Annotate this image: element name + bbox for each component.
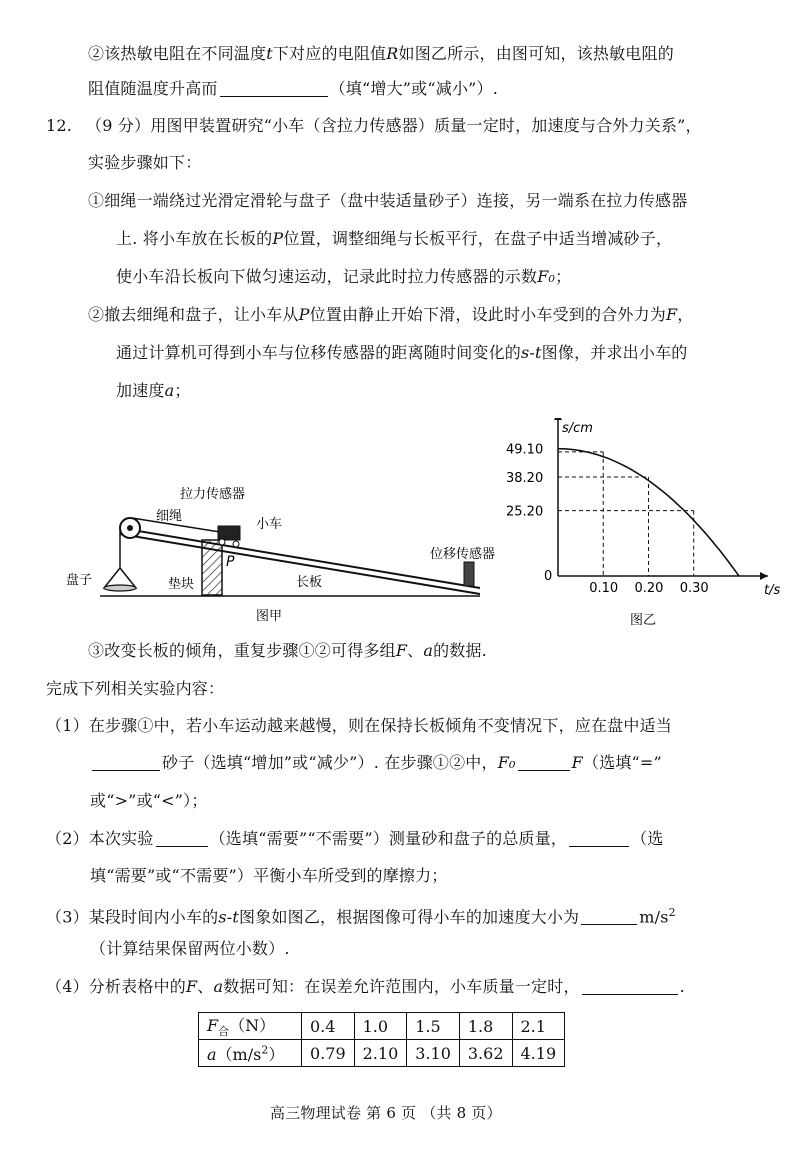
unit-exp: 2	[668, 906, 676, 919]
figure-apparatus	[60, 470, 500, 630]
text: 加速度	[116, 381, 165, 400]
cell: 0.4	[302, 1013, 355, 1040]
text: 通过计算机可得到小车与位移传感器的距离随时间变化的	[116, 343, 522, 362]
part3-a	[46, 902, 676, 928]
cell: 1.0	[354, 1013, 407, 1040]
caption-fig-a: 图甲	[256, 609, 283, 624]
var-t: t	[266, 44, 273, 63]
answer-blank[interactable]	[569, 830, 629, 847]
text: ；	[555, 267, 572, 286]
text: 图象如图乙，根据图像可得小车的加速度大小为	[239, 907, 580, 927]
row-header	[199, 1013, 302, 1040]
x-tick-label: 0.10	[589, 581, 619, 596]
step2-c	[116, 380, 191, 402]
var-a: a	[423, 641, 434, 660]
text: （填“增大”或“减小”）.	[329, 79, 499, 98]
text: ；	[174, 381, 191, 400]
answer-blank[interactable]	[220, 80, 328, 97]
answer-blank[interactable]	[518, 754, 570, 771]
label-board: 长板	[296, 575, 323, 590]
text: （选填“需要”“不需要”）测量砂和盘子的总质量，	[209, 829, 568, 848]
text: 、	[407, 641, 424, 660]
text: 使小车沿长板向下做匀速运动，记录此时拉力传感器的示数	[116, 267, 538, 286]
unit-exp: 2	[261, 1043, 269, 1057]
answer-blank[interactable]	[581, 908, 637, 925]
var-a: a	[164, 381, 175, 400]
text: ②撤去细绳和盘子，让小车从	[88, 305, 299, 324]
text: 、	[197, 977, 214, 996]
unit: m/s	[639, 907, 669, 927]
text: 下对应的电阻值	[272, 44, 387, 63]
var-F: F	[207, 1016, 219, 1035]
text: 阻值随温度升高而	[88, 79, 218, 98]
steps-title: 实验步骤如下：	[88, 153, 202, 172]
origin-label: 0	[544, 569, 553, 584]
part1-c: 或“>”或“<”）；	[90, 791, 208, 810]
cell: 1.5	[407, 1013, 460, 1040]
y-tick-label: 25.20	[506, 504, 544, 520]
table-row	[199, 1040, 565, 1067]
cell: 2.10	[354, 1040, 407, 1067]
var-F0: F₀	[497, 753, 516, 772]
step2-b	[116, 342, 687, 364]
text: （4）分析表格中的	[46, 977, 186, 996]
var-F: F	[185, 977, 198, 996]
cell: 2.1	[512, 1013, 565, 1040]
text: 如图乙所示，由图可知，该热敏电阻的	[398, 44, 674, 63]
var-st: s-t	[521, 343, 542, 362]
x-arrow	[760, 572, 768, 580]
cell: 4.19	[512, 1040, 565, 1067]
unit: ）	[268, 1044, 285, 1064]
step1-b	[116, 228, 672, 250]
cell: 3.10	[407, 1040, 460, 1067]
cell: 3.62	[459, 1040, 512, 1067]
text: ②该热敏电阻在不同温度	[88, 44, 267, 63]
x-tick-label: 0.30	[679, 581, 709, 596]
label-rope: 细绳	[156, 509, 183, 524]
var-F: F	[571, 753, 583, 772]
part1-b	[90, 752, 662, 774]
step3	[88, 640, 487, 662]
answer-blank[interactable]	[92, 754, 160, 771]
text: （选	[631, 829, 664, 848]
data-table	[198, 1012, 565, 1067]
text: （选填“=”	[582, 753, 662, 772]
unit: （m/s	[216, 1044, 262, 1064]
var-F0: F₀	[537, 267, 556, 286]
part2-b: 填“需要”或“不需要”）平衡小车所受到的摩擦力；	[90, 866, 448, 885]
x-axis-label: t/s	[764, 583, 780, 598]
y-tick-label: 38.20	[506, 470, 544, 486]
support-block	[202, 540, 222, 595]
chart-caption: 图乙	[630, 613, 657, 628]
q12-line	[46, 115, 702, 137]
text: 上. 将小车放在长板的	[116, 229, 273, 248]
var-a: a	[207, 1044, 217, 1064]
figure-st-chart	[500, 418, 780, 634]
step1-a: ①细绳一端绕过光滑定滑轮与盘子（盘中装适量砂子）连接，另一端系在拉力传感器	[88, 191, 688, 210]
sub: 合	[218, 1025, 230, 1039]
text: ③改变长板的倾角，重复步骤①②可得多组	[88, 641, 396, 660]
label-block: 垫块	[168, 577, 195, 592]
text: 图像，并求出小车的	[541, 343, 688, 362]
var-st: s-t	[218, 907, 240, 927]
var-a: a	[213, 977, 224, 996]
var-P: P	[272, 229, 284, 248]
part4-a	[46, 976, 685, 998]
row-header	[199, 1040, 302, 1067]
question-number: 12.	[46, 116, 73, 135]
y-arrow	[554, 418, 562, 420]
line-2	[88, 78, 498, 100]
y-tick-label: 49.10	[506, 442, 544, 458]
text: 位置，调整细绳与长板平行，在盘子中适当增减砂子，	[283, 229, 673, 248]
answer-blank[interactable]	[156, 830, 208, 847]
text: 数据可知：在误差允许范围内，小车质量一定时，	[223, 977, 580, 996]
part1-a: （1）在步骤①中，若小车运动越来越慢，则在保持长板倾角不变情况下，应在盘中适当	[46, 716, 672, 735]
var-F: F	[665, 305, 678, 324]
text: .	[679, 977, 685, 996]
page-footer: 高三物理试卷 第 6 页 （共 8 页）	[270, 1104, 502, 1122]
car	[218, 526, 240, 540]
label-P: P	[226, 554, 235, 570]
x-tick-label: 0.20	[634, 581, 664, 596]
label-force-sensor: 拉力传感器	[180, 487, 246, 502]
var-F: F	[395, 641, 408, 660]
cell: 1.8	[459, 1013, 512, 1040]
label-displacement-sensor: 位移传感器	[430, 547, 496, 562]
text: ，	[677, 305, 694, 324]
text: 的数据.	[433, 641, 487, 660]
complete-title: 完成下列相关实验内容：	[46, 679, 225, 698]
label-plate: 盘子	[66, 573, 93, 588]
text: 位置由静止开始下滑，设此时小车受到的合外力为	[309, 305, 666, 324]
y-axis-label: s/cm	[562, 421, 593, 436]
text: （3）某段时间内小车的	[46, 907, 219, 927]
step1-c	[116, 266, 571, 288]
label-car: 小车	[256, 517, 283, 532]
text: 砂子（选填“增加”或“减少”）. 在步骤①②中，	[162, 753, 498, 772]
table-row	[199, 1013, 565, 1040]
unit: （N）	[229, 1016, 276, 1035]
part2-a	[46, 828, 664, 850]
answer-blank[interactable]	[582, 978, 678, 995]
part3-b: （计算结果保留两位小数）.	[90, 939, 290, 958]
line-1	[88, 43, 674, 65]
displacement-sensor	[464, 562, 474, 586]
cell: 0.79	[302, 1040, 355, 1067]
var-P: P	[298, 305, 310, 324]
var-R: R	[386, 44, 399, 63]
text: （9 分）用图甲装置研究“小车（含拉力传感器）质量一定时，加速度与合外力关系”，	[86, 116, 702, 135]
step2-a	[88, 304, 694, 326]
text: （2）本次实验	[46, 829, 154, 848]
